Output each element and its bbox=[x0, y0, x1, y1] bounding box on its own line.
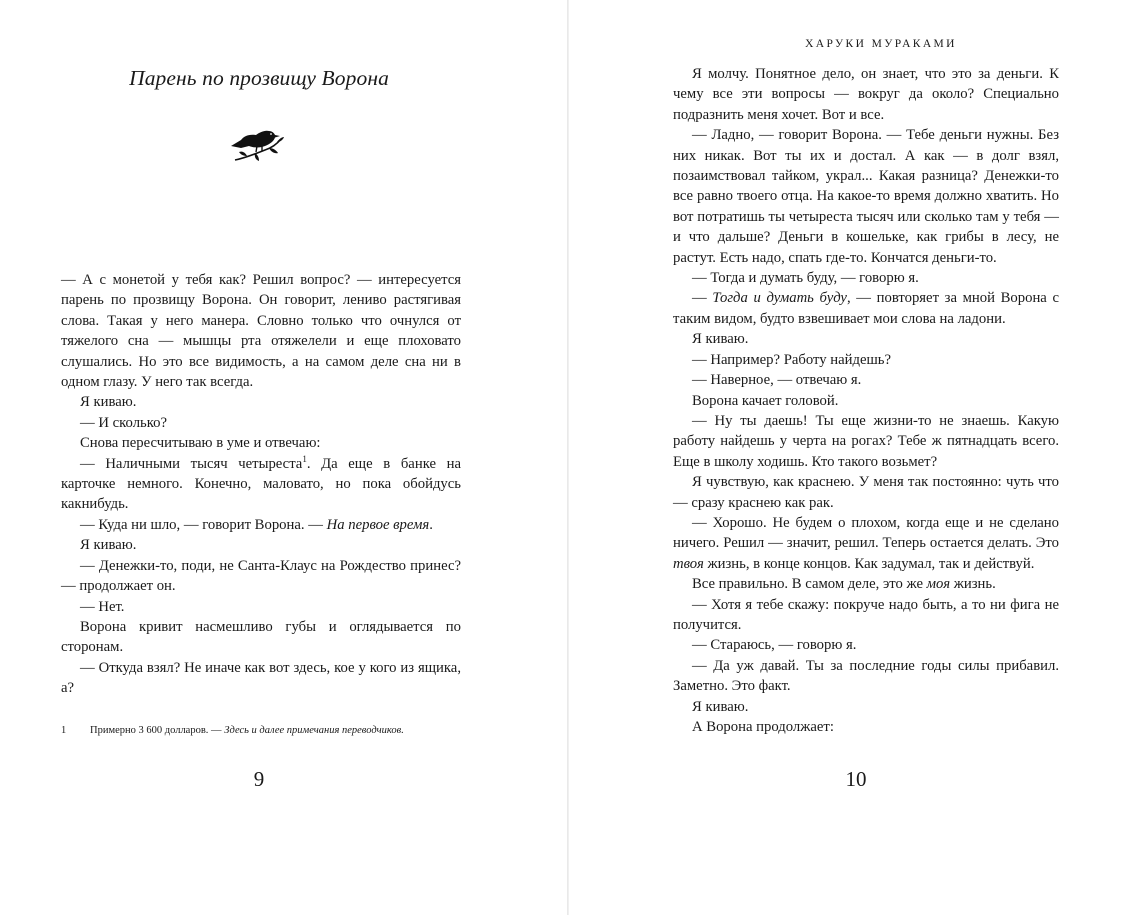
paragraph: Я чувствую, как краснею. У меня так постоянно: чуть что — сразу краснею как рак. bbox=[673, 474, 1059, 511]
left-page-body bbox=[61, 270, 461, 699]
paragraph: Я киваю. bbox=[692, 331, 749, 348]
running-head: ХАРУКИ МУРАКАМИ bbox=[805, 38, 957, 50]
chapter-title: Парень по прозвищу Ворона bbox=[129, 66, 389, 90]
crow-icon bbox=[229, 124, 285, 164]
paragraph: — А с монетой у тебя как? Решил вопрос? — интересуется парень по прозвищу Ворона. Он говорит, лениво растягивая слова. Такая у него манера. Словно только что очнулся от тяжелого сна — мышцы рта отяжелели и еще плоховато слушались. Но это все видимость, а на самом деле сна ни в одном глазу. У него так всегда. bbox=[61, 272, 461, 391]
paragraph: — Денежки-то, поди, не Санта-Клаус на Рождество принес? — продолжает он. bbox=[61, 557, 461, 595]
footnote: 1 Примерно 3 600 долларов. — Здесь и далее примечания переводчиков. bbox=[61, 725, 404, 736]
page-number: 9 bbox=[253, 767, 265, 791]
paragraph: Я киваю. bbox=[692, 698, 749, 715]
footnote-ref: 1 bbox=[302, 453, 307, 464]
paragraph: Ворона кривит насмешливо губы и оглядывается по сторонам. bbox=[61, 618, 461, 656]
paragraph: Ворона качает головой. bbox=[692, 392, 839, 409]
paragraph: — Хорошо. Не будем о плохом, когда еще и не сделано ничего. Решил — значит, решил. Теперь остается делать. Это твоя жизнь, в конце концов. Как задумал, так и действуй. bbox=[673, 514, 1059, 572]
paragraph: Я киваю. bbox=[80, 394, 137, 411]
paragraph: Я молчу. Понятное дело, он знает, что это за деньги. К чему все эти вопросы — вокруг да около? Специально подразнить меня хочет. Вот и все. bbox=[673, 66, 1059, 123]
paragraph: — Хотя я тебе скажу: покруче надо быть, а то ни фига не получится. bbox=[673, 596, 1059, 633]
paragraph: — Тогда и думать буду, — повторяет за мной Ворона с таким видом, будто взвешивает мои слова на ладони. bbox=[673, 290, 1059, 327]
paragraph: — И сколько? bbox=[80, 414, 167, 431]
paragraph: — Ладно, — говорит Ворона. — Тебе деньги нужны. Без них никак. Вот ты их и достал. А как — в долг взял, позаимствовал тайком, украл... Какая разница? Денежки-то все равно твоего отца. На какое-то время должно хватить. Но вот потратишь ты четыреста тысяч или сколько там у тебя — и что дальше? Деньги в кошельке, как грибы в лесу, не растут. Есть надо, спать где-то. Кончатся деньги-то. bbox=[673, 127, 1059, 266]
paragraph: Я киваю. bbox=[80, 537, 137, 554]
paragraph: — Например? Работу найдешь? bbox=[692, 351, 892, 368]
paragraph: — Откуда взял? Не иначе как вот здесь, кое у кого из ящика, а? bbox=[61, 659, 461, 697]
paragraph: — Наличными тысяч четыреста$^1$. Да еще в банке на карточке немного. Конечно, маловато, но пока обойдусь какнибудь. bbox=[61, 453, 461, 513]
footnote-number: 1 bbox=[61, 725, 67, 736]
paragraph: — Стараюсь, — говорю я. bbox=[692, 637, 857, 654]
paragraph: Все правильно. В самом деле, это же моя жизнь. bbox=[692, 576, 996, 593]
paragraph: — Куда ни шло, — говорит Ворона. — На первое время. bbox=[80, 516, 433, 533]
right-page bbox=[569, 0, 1137, 915]
paragraph: — Да уж давай. Ты за последние годы силы прибавил. Заметно. Это факт. bbox=[673, 657, 1059, 695]
paragraph: — Нет. bbox=[80, 598, 125, 615]
right-page-body bbox=[673, 64, 1059, 737]
paragraph: — Наверное, — отвечаю я. bbox=[692, 372, 862, 389]
paragraph: — Тогда и думать буду, — говорю я. bbox=[692, 270, 919, 287]
paragraph: Снова пересчитываю в уме и отвечаю: bbox=[80, 435, 321, 452]
paragraph: А Ворона продолжает: bbox=[692, 719, 834, 735]
left-page bbox=[0, 0, 568, 915]
page-number: 10 bbox=[845, 767, 867, 791]
paragraph: — Ну ты даешь! Ты еще жизни-то не знаешь. Какую работу найдешь у черта на рогах? Тебе ж пятнадцать всего. Еще в школу ходишь. Кто такого возьмет? bbox=[673, 412, 1059, 470]
